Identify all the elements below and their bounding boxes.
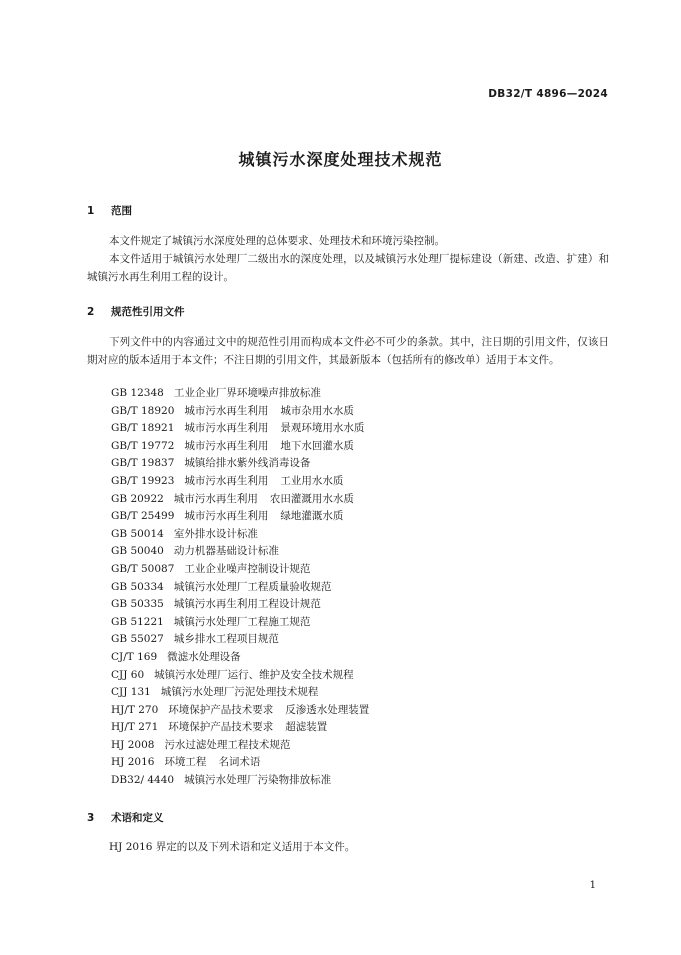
document-title: 城镇污水深度处理技术规范 bbox=[238, 150, 443, 169]
reference-code: HJ 2008 bbox=[111, 738, 155, 751]
reference-item bbox=[111, 596, 369, 614]
reference-title: 城镇污水处理厂工程质量验收规范 bbox=[173, 580, 332, 593]
reference-title: 城乡排水工程项目规范 bbox=[173, 633, 279, 646]
reference-title: 城市污水再生利用 bbox=[184, 510, 269, 523]
reference-code: GB 50334 bbox=[111, 580, 164, 593]
section-2-paragraph-1: 下列文件中的内容通过文中的规范性引用而构成本文件必不可少的条款。其中，注日期的引用文件，仅该日期对应的版本适用于本文件；不注日期的引用文件，其最新版本（包括所有的修改单）适用于本文件。 bbox=[87, 336, 609, 366]
reference-item bbox=[111, 631, 369, 649]
section-title: 术语和定义 bbox=[111, 812, 164, 824]
reference-code: DB32/ 4440 bbox=[111, 774, 175, 787]
section-title: 范围 bbox=[111, 205, 132, 217]
reference-title: 城市污水再生利用 bbox=[184, 404, 269, 417]
reference-title: 城镇污水再生利用工程设计规范 bbox=[173, 598, 321, 611]
reference-code: GB 51221 bbox=[111, 615, 164, 628]
reference-item bbox=[111, 403, 369, 421]
reference-code: GB 20922 bbox=[111, 492, 164, 505]
reference-code: GB/T 18921 bbox=[111, 422, 175, 435]
reference-title: 环境工程 bbox=[164, 756, 207, 769]
reference-title: 环境保护产品技术要求 bbox=[168, 721, 274, 734]
reference-subtitle: 景观环境用水水质 bbox=[280, 422, 365, 435]
page-number: 1 bbox=[589, 880, 596, 891]
reference-title: 工业企业厂界环境噪声排放标准 bbox=[173, 387, 321, 399]
reference-item bbox=[111, 526, 369, 544]
reference-code: CJJ 131 bbox=[111, 686, 151, 699]
section-1-heading bbox=[87, 203, 132, 218]
section-number: 3 bbox=[87, 812, 95, 824]
reference-title: 室外排水设计标准 bbox=[173, 527, 258, 540]
section-3-paragraph-1: HJ 2016 界定的以及下列术语和定义适用于本文件。 bbox=[109, 841, 356, 853]
reference-title: 工业企业噪声控制设计规范 bbox=[184, 562, 311, 575]
section-2-heading bbox=[87, 304, 185, 319]
reference-item bbox=[111, 754, 369, 772]
reference-code: CJ/T 169 bbox=[111, 650, 158, 663]
reference-item bbox=[111, 438, 369, 456]
reference-title: 城镇污水处理厂运行、维护及安全技术规程 bbox=[154, 668, 354, 681]
normative-reference-list bbox=[111, 385, 369, 790]
reference-title: 污水过滤处理工程技术规范 bbox=[164, 738, 291, 751]
reference-code: HJ/T 270 bbox=[111, 703, 159, 716]
reference-title: 环境保护产品技术要求 bbox=[168, 703, 274, 716]
reference-code: GB/T 19772 bbox=[111, 439, 175, 452]
section-number: 1 bbox=[87, 205, 95, 217]
reference-code: CJJ 60 bbox=[111, 668, 145, 681]
reference-code: GB/T 19837 bbox=[111, 457, 175, 470]
reference-item bbox=[111, 649, 369, 667]
reference-code: HJ 2016 bbox=[111, 756, 155, 769]
reference-item bbox=[111, 420, 369, 438]
reference-subtitle: 地下水回灌水质 bbox=[280, 439, 354, 452]
section-number: 2 bbox=[87, 306, 95, 318]
reference-title: 城镇污水处理厂工程施工规范 bbox=[173, 615, 311, 628]
reference-title: 城市污水再生利用 bbox=[184, 422, 269, 435]
reference-code: GB/T 18920 bbox=[111, 404, 175, 417]
section-title: 规范性引用文件 bbox=[111, 306, 185, 318]
reference-item bbox=[111, 455, 369, 473]
reference-item bbox=[111, 772, 369, 790]
reference-title: 城市污水再生利用 bbox=[184, 439, 269, 452]
reference-code: GB/T 50087 bbox=[111, 562, 175, 575]
reference-subtitle: 反渗透水处理装置 bbox=[285, 703, 370, 716]
reference-title: 城市污水再生利用 bbox=[184, 474, 269, 487]
reference-item bbox=[111, 719, 369, 737]
section-1-paragraph-2: 本文件适用于城镇污水处理厂二级出水的深度处理，以及城镇污水处理厂提标建设（新建、改造、扩建）和城镇污水再生利用工程的设计。 bbox=[87, 253, 609, 283]
reference-subtitle: 城市杂用水水质 bbox=[280, 404, 354, 417]
reference-code: GB 50040 bbox=[111, 545, 164, 558]
standard-number: DB32/T 4896—2024 bbox=[488, 88, 608, 100]
reference-title: 城市污水再生利用 bbox=[173, 492, 258, 505]
reference-item bbox=[111, 561, 369, 579]
reference-subtitle: 工业用水水质 bbox=[280, 474, 344, 487]
reference-title: 城镇给排水紫外线消毒设备 bbox=[184, 457, 311, 470]
reference-code: GB/T 19923 bbox=[111, 474, 175, 487]
reference-item bbox=[111, 614, 369, 632]
reference-item bbox=[111, 385, 369, 403]
section-1-paragraph-1: 本文件规定了城镇污水深度处理的总体要求、处理技术和环境污染控制。 bbox=[109, 235, 445, 247]
reference-code: GB 12348 bbox=[111, 387, 164, 399]
reference-code: GB 55027 bbox=[111, 633, 164, 646]
reference-item bbox=[111, 473, 369, 491]
reference-subtitle: 绿地灌溉水质 bbox=[280, 510, 344, 523]
reference-item bbox=[111, 702, 369, 720]
reference-item bbox=[111, 543, 369, 561]
reference-subtitle: 农田灌溉用水水质 bbox=[269, 492, 354, 505]
reference-title: 城镇污水处理厂污染物排放标准 bbox=[184, 774, 332, 787]
reference-title: 城镇污水处理厂污泥处理技术规程 bbox=[160, 686, 319, 699]
reference-code: GB 50335 bbox=[111, 598, 164, 611]
reference-item bbox=[111, 737, 369, 755]
reference-item bbox=[111, 491, 369, 509]
reference-code: GB/T 25499 bbox=[111, 510, 175, 523]
reference-title: 微滤水处理设备 bbox=[167, 650, 241, 663]
reference-item bbox=[111, 684, 369, 702]
reference-item bbox=[111, 667, 369, 685]
reference-subtitle: 超滤装置 bbox=[285, 721, 328, 734]
reference-title: 动力机器基础设计标准 bbox=[173, 545, 279, 558]
reference-code: GB 50014 bbox=[111, 527, 164, 540]
reference-item bbox=[111, 579, 369, 597]
reference-item bbox=[111, 508, 369, 526]
reference-subtitle: 名词术语 bbox=[218, 756, 261, 769]
section-3-heading bbox=[87, 810, 164, 825]
reference-code: HJ/T 271 bbox=[111, 721, 159, 734]
